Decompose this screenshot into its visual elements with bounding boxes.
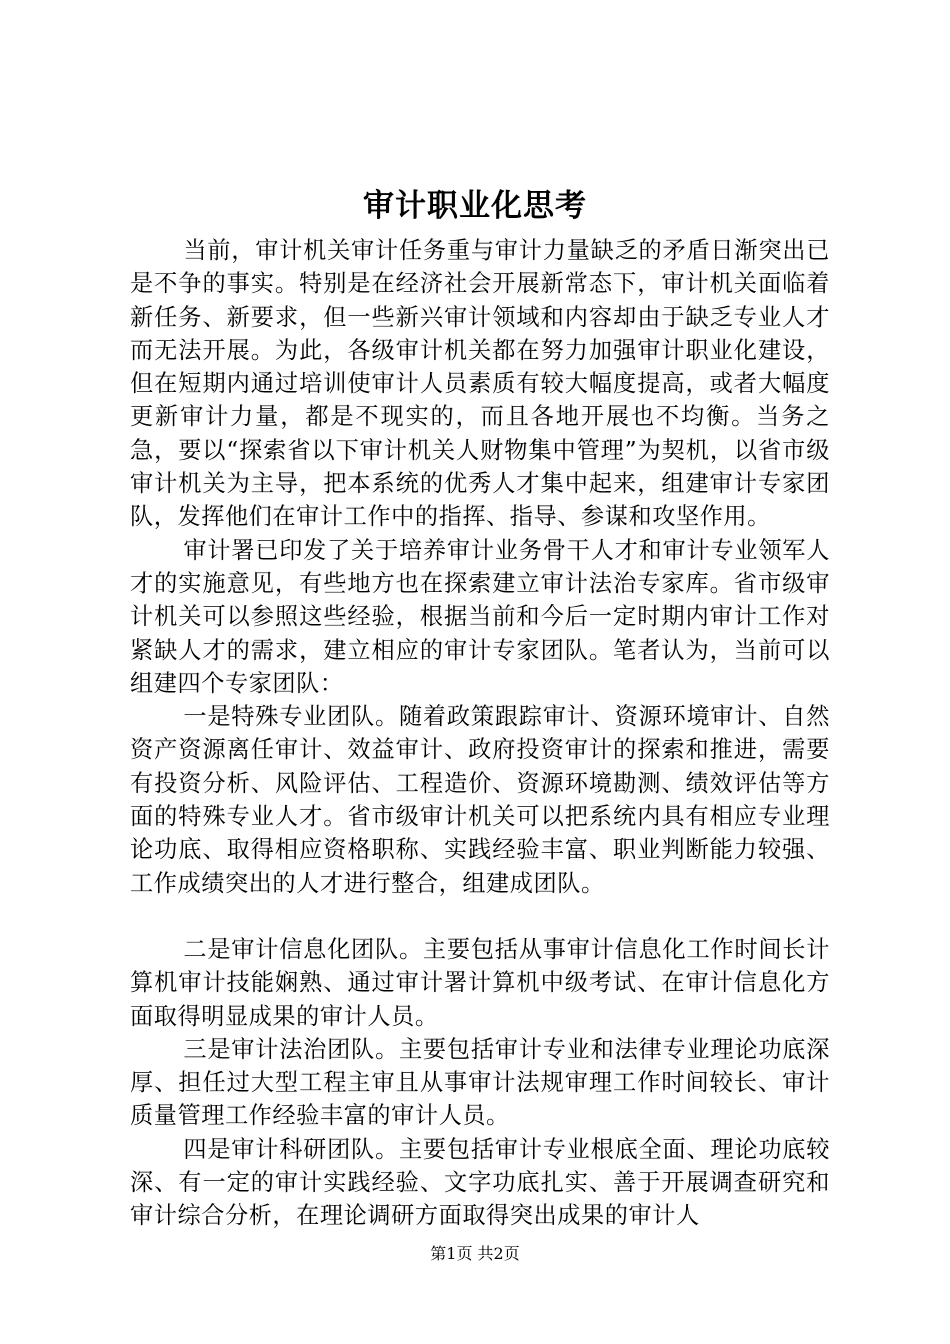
- page-number-footer: 第1页 共2页: [430, 1244, 520, 1263]
- document-body: [130, 234, 830, 1233]
- paragraph-team-one: 一是特殊专业团队。随着政策跟踪审计、资源环境审计、自然资产资源离任审计、效益审计、政府投资审计的探索和推进，需要有投资分析、风险评估、工程造价、资源环境勘测、绩效评估等方面的特殊专业人才。省市级审计机关可以把系统内具有相应专业理论功底、取得相应资格职称、实践经验丰富、职业判断能力较强、工作成绩突出的人才进行整合，组建成团队。: [130, 703, 830, 897]
- paragraph-team-two: 二是审计信息化团队。主要包括从事审计信息化工作时间长计算机审计技能娴熟、通过审计署计算机中级考试、在审计信息化方面取得明显成果的审计人员。: [130, 935, 830, 1030]
- paragraph-audit-office: 审计署已印发了关于培养审计业务骨干人才和审计专业领军人才的实施意见，有些地方也在探索建立审计法治专家库。省市级审计机关可以参照这些经验，根据当前和今后一定时期内审计工作对紧缺人才的需求，建立相应的审计专家团队。笔者认为，当前可以组建四个专家团队：: [130, 536, 830, 697]
- paragraph-team-three: 三是审计法治团队。主要包括审计专业和法律专业理论功底深厚、担任过大型工程主审且从事审计法规审理工作时间较长、审计质量管理工作经验丰富的审计人员。: [130, 1035, 830, 1130]
- paragraph-team-four: 四是审计科研团队。主要包括审计专业根底全面、理论功底较深、有一定的审计实践经验、文字功底扎实、善于开展调查研究和审计综合分析，在理论调研方面取得突出成果的审计人: [130, 1135, 830, 1230]
- paragraph-intro: 当前，审计机关审计任务重与审计力量缺乏的矛盾日渐突出已是不争的事实。特别是在经济社会开展新常态下，审计机关面临着新任务、新要求，但一些新兴审计领域和内容却由于缺乏专业人才而无法开展。为此，各级审计机关都在努力加强审计职业化建设，但在短期内通过培训使审计人员素质有较大幅度提高，或者大幅度更新审计力量，都是不现实的，而且各地开展也不均衡。当务之急，要以“探索省以下审计机关人财物集中管理”为契机，以省市级审计机关为主导，把本系统的优秀人才集中起来，组建审计专家团队，发挥他们在审计工作中的指挥、指导、参谋和攻坚作用。: [130, 237, 830, 531]
- document-title: 审计职业化思考: [363, 188, 587, 224]
